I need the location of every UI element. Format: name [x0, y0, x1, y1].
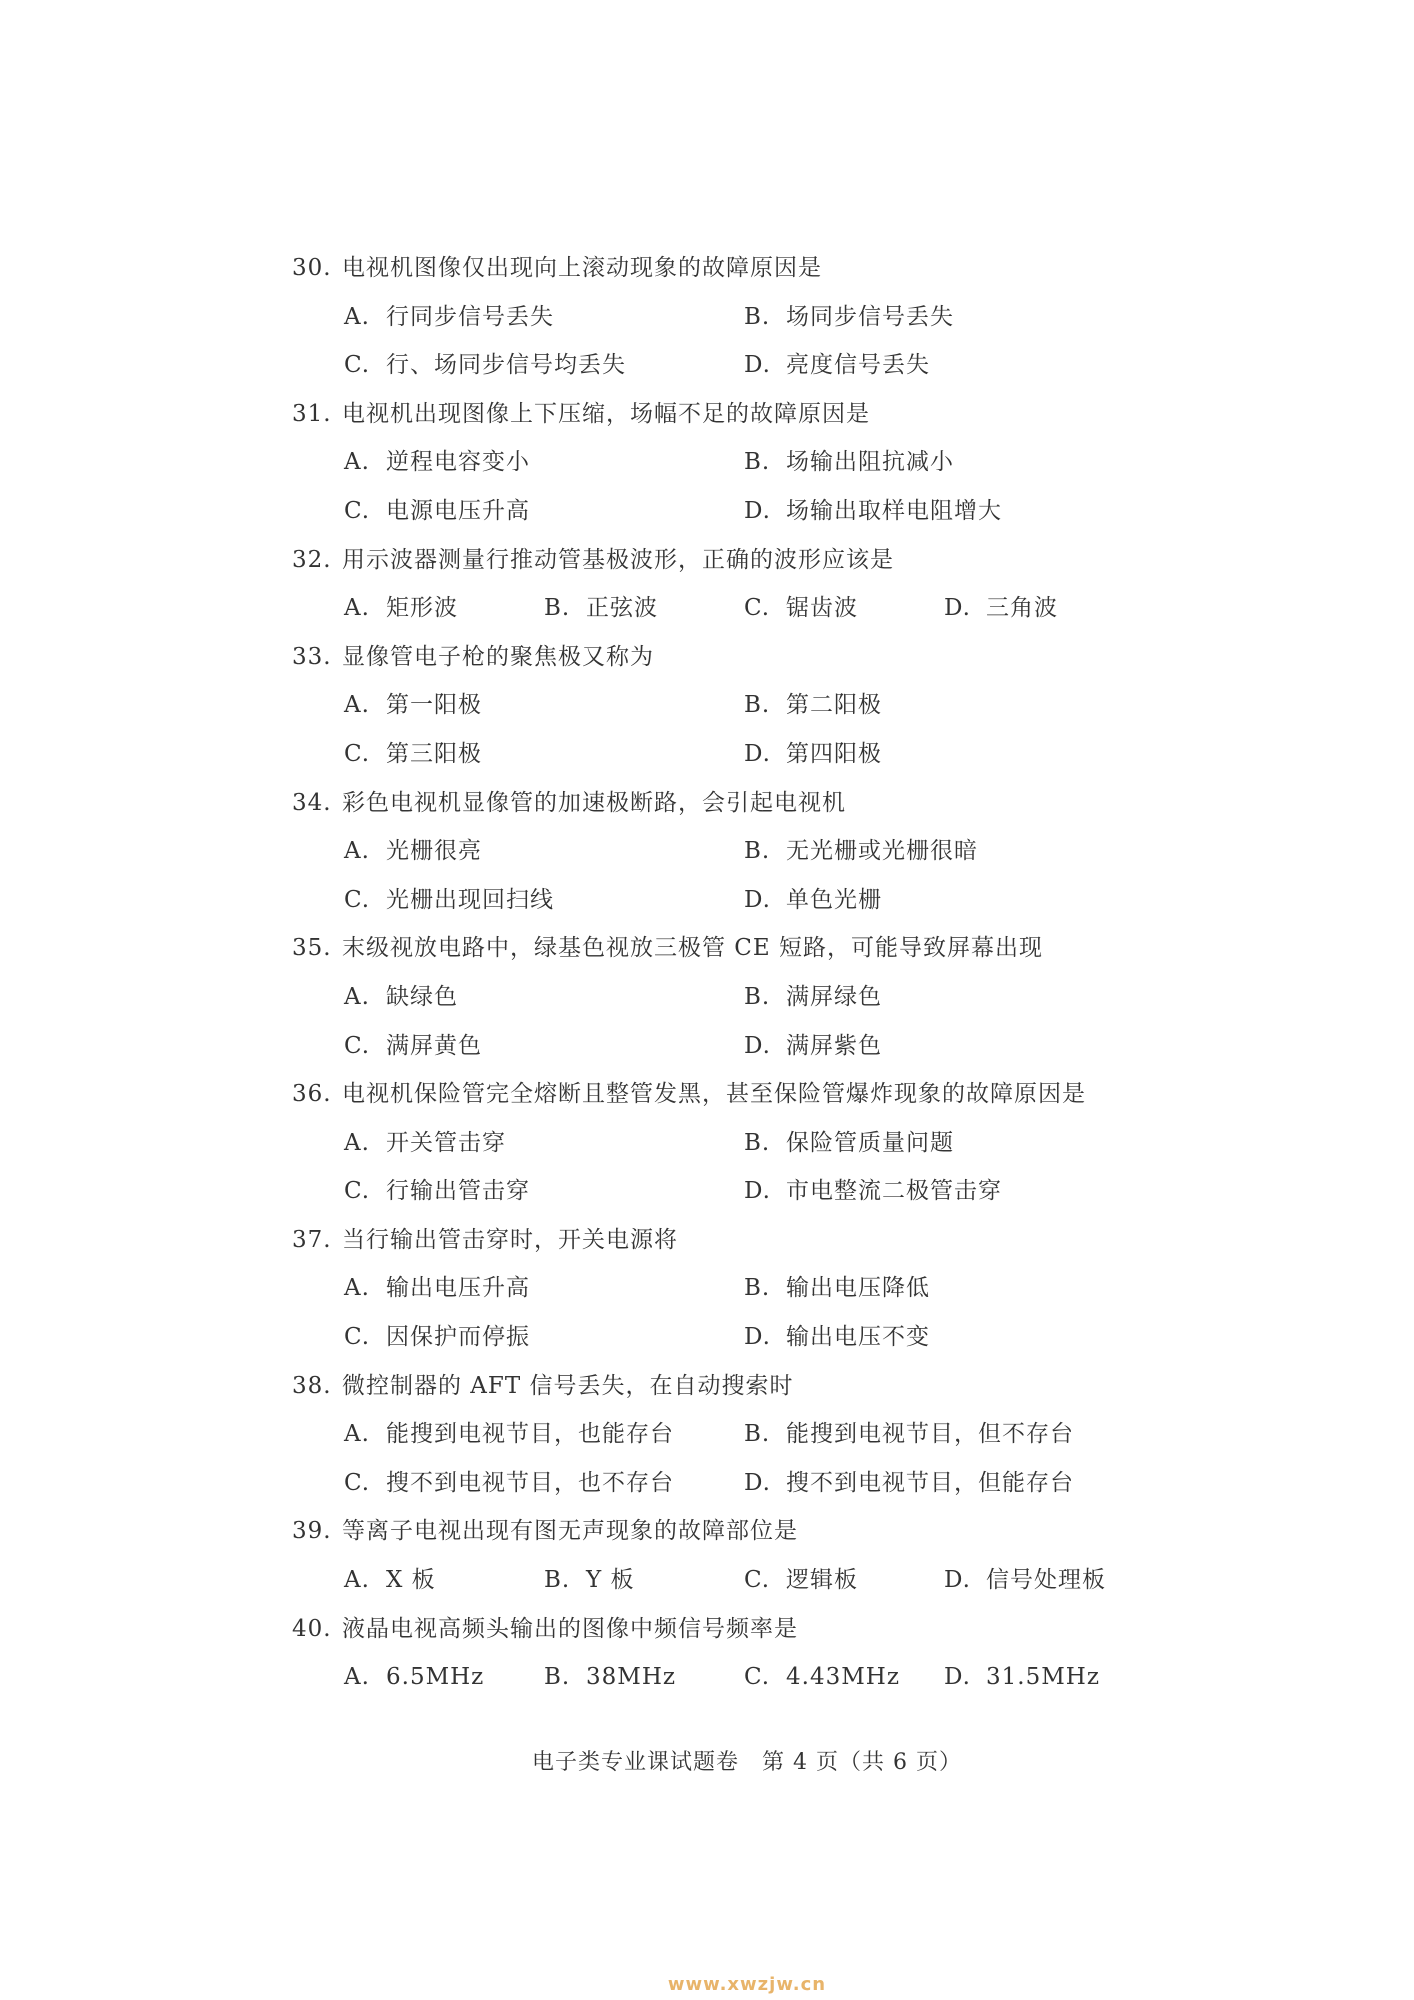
page-footer: 电子类专业课试题卷 第 4 页（共 6 页）: [532, 1750, 962, 1775]
option-a: [344, 1119, 506, 1168]
option-label: B.: [744, 449, 771, 476]
question-35: [292, 924, 1172, 1070]
question-text: 当行输出管击穿时，开关电源将: [342, 1226, 678, 1253]
option-text: Y 板: [586, 1567, 635, 1594]
option-text: 第三阳极: [386, 740, 482, 767]
options-row: [292, 584, 1172, 633]
option-text: 输出电压降低: [786, 1275, 930, 1302]
question-stem: [292, 1070, 1172, 1119]
question-text: 电视机保险管完全熔断且整管发黑，甚至保险管爆炸现象的故障原因是: [342, 1081, 1086, 1108]
option-text: 缺绿色: [386, 983, 458, 1010]
option-text: 搜不到电视节目，也不存台: [386, 1469, 674, 1496]
question-text: 显像管电子枪的聚焦极又称为: [342, 643, 654, 670]
option-b: [544, 1653, 676, 1702]
option-d: [744, 487, 1002, 536]
option-text: 无光栅或光栅很暗: [786, 838, 978, 865]
option-label: C.: [344, 886, 371, 913]
options-row: [292, 487, 1172, 536]
question-text: 末级视放电路中，绿基色视放三极管 CE 短路，可能导致屏幕出现: [342, 935, 1044, 962]
option-d: [744, 876, 882, 925]
option-b: [744, 1410, 1074, 1459]
question-36: [292, 1070, 1172, 1216]
option-text: 三角波: [986, 595, 1058, 622]
option-label: B.: [744, 303, 771, 330]
option-text: 保险管质量问题: [786, 1129, 954, 1156]
option-d: [944, 584, 1058, 633]
option-text: 满屏黄色: [386, 1032, 482, 1059]
option-label: C.: [344, 1469, 371, 1496]
question-number: 38.: [292, 1372, 332, 1399]
option-a: [344, 1653, 484, 1702]
option-label: A.: [344, 692, 370, 719]
option-text: 场输出阻抗减小: [786, 449, 954, 476]
question-text: 微控制器的 AFT 信号丢失，在自动搜索时: [342, 1372, 794, 1399]
option-label: A.: [344, 1664, 370, 1691]
options-row: [292, 1459, 1172, 1508]
question-number: 32.: [292, 546, 332, 573]
option-label: C.: [744, 595, 771, 622]
option-label: B.: [744, 1129, 771, 1156]
option-text: 能搜到电视节目，但不存台: [786, 1421, 1074, 1448]
option-label: C.: [344, 352, 371, 379]
option-a: [344, 1410, 674, 1459]
option-b: [744, 827, 978, 876]
option-label: D.: [744, 886, 771, 913]
option-text: 锯齿波: [786, 595, 858, 622]
option-d: [744, 1459, 1074, 1508]
option-c: [744, 1556, 858, 1605]
options-row: [292, 973, 1172, 1022]
option-b: [744, 293, 954, 342]
option-text: 6.5MHz: [386, 1664, 485, 1691]
options-row: [292, 876, 1172, 925]
option-text: 逆程电容变小: [386, 449, 530, 476]
question-number: 33.: [292, 643, 332, 670]
option-text: 正弦波: [586, 595, 658, 622]
question-40: [292, 1605, 1172, 1702]
option-text: 31.5MHz: [986, 1664, 1100, 1691]
option-text: 第二阳极: [786, 692, 882, 719]
option-c: [344, 1022, 482, 1071]
option-text: 行、场同步信号均丢失: [386, 352, 626, 379]
option-label: D.: [944, 595, 971, 622]
question-stem: [292, 924, 1172, 973]
option-d: [744, 1167, 1002, 1216]
site-watermark: www.xwzjw.cn: [667, 1974, 827, 1995]
question-31: [292, 390, 1172, 536]
option-label: D.: [744, 1178, 771, 1205]
option-d: [744, 341, 930, 390]
option-text: 亮度信号丢失: [786, 352, 930, 379]
question-stem: [292, 1507, 1172, 1556]
question-text: 电视机图像仅出现向上滚动现象的故障原因是: [342, 255, 822, 281]
option-text: 光栅很亮: [386, 838, 482, 865]
option-label: D.: [744, 1469, 771, 1496]
option-label: C.: [344, 1324, 371, 1351]
option-b: [744, 973, 882, 1022]
question-stem: [292, 1605, 1172, 1654]
option-label: D.: [744, 740, 771, 767]
question-stem: [292, 390, 1172, 439]
option-label: A.: [344, 1567, 370, 1594]
option-label: A.: [344, 1129, 370, 1156]
options-row: [292, 1313, 1172, 1362]
question-33: [292, 633, 1172, 779]
option-text: 满屏紫色: [786, 1032, 882, 1059]
option-text: 电源电压升高: [386, 497, 530, 524]
option-text: 能搜到电视节目，也能存台: [386, 1421, 674, 1448]
option-a: [344, 584, 458, 633]
question-list: [292, 244, 1172, 1702]
option-a: [344, 827, 482, 876]
option-d: [944, 1556, 1106, 1605]
option-text: 市电整流二极管击穿: [786, 1178, 1002, 1205]
option-text: 38MHz: [586, 1664, 676, 1691]
option-c: [344, 1167, 530, 1216]
option-label: C.: [744, 1664, 771, 1691]
option-b: [744, 1264, 930, 1313]
options-row: [292, 341, 1172, 390]
question-stem: [292, 1216, 1172, 1265]
option-b: [744, 438, 954, 487]
options-row: [292, 1022, 1172, 1071]
option-b: [544, 584, 658, 633]
question-number: 37.: [292, 1226, 332, 1253]
options-row: [292, 1119, 1172, 1168]
option-b: [744, 681, 882, 730]
option-label: A.: [344, 983, 370, 1010]
option-a: [344, 1264, 530, 1313]
option-c: [344, 487, 530, 536]
option-b: [544, 1556, 635, 1605]
option-text: 场输出取样电阻增大: [786, 497, 1002, 524]
option-text: 搜不到电视节目，但能存台: [786, 1469, 1074, 1496]
question-text: 电视机出现图像上下压缩，场幅不足的故障原因是: [342, 400, 870, 427]
option-label: B.: [744, 1275, 771, 1302]
option-text: 第一阳极: [386, 692, 482, 719]
option-label: B.: [744, 838, 771, 865]
option-label: B.: [544, 1567, 571, 1594]
options-row: [292, 827, 1172, 876]
option-d: [744, 730, 882, 779]
option-c: [344, 1313, 530, 1362]
option-label: C.: [344, 497, 371, 524]
option-c: [344, 730, 482, 779]
option-d: [744, 1313, 930, 1362]
option-label: A.: [344, 449, 370, 476]
option-text: 逻辑板: [786, 1567, 858, 1594]
option-label: C.: [344, 1178, 371, 1205]
question-stem: [292, 779, 1172, 828]
option-a: [344, 438, 530, 487]
option-text: 单色光栅: [786, 886, 882, 913]
option-label: D.: [744, 1032, 771, 1059]
question-text: 等离子电视出现有图无声现象的故障部位是: [342, 1518, 798, 1545]
option-text: X 板: [386, 1567, 436, 1594]
options-row: [292, 1653, 1172, 1702]
question-number: 35.: [292, 935, 332, 962]
option-label: B.: [744, 692, 771, 719]
option-text: 开关管击穿: [386, 1129, 506, 1156]
option-text: 信号处理板: [986, 1567, 1106, 1594]
option-label: A.: [344, 1421, 370, 1448]
option-a: [344, 681, 482, 730]
option-label: B.: [744, 983, 771, 1010]
option-c: [344, 341, 626, 390]
option-text: 行输出管击穿: [386, 1178, 530, 1205]
option-label: D.: [944, 1664, 971, 1691]
options-row: [292, 1167, 1172, 1216]
options-row: [292, 681, 1172, 730]
options-row: [292, 1264, 1172, 1313]
option-text: 第四阳极: [786, 740, 882, 767]
option-label: D.: [744, 497, 771, 524]
options-row: [292, 1410, 1172, 1459]
option-b: [744, 1119, 954, 1168]
option-text: 光栅出现回扫线: [386, 886, 554, 913]
question-text: 彩色电视机显像管的加速极断路，会引起电视机: [342, 789, 846, 816]
option-text: 行同步信号丢失: [386, 303, 554, 330]
option-label: A.: [344, 303, 370, 330]
question-stem: [292, 536, 1172, 585]
question-stem: [292, 1362, 1172, 1411]
question-number: 34.: [292, 789, 332, 816]
option-label: A.: [344, 1275, 370, 1302]
question-number: 36.: [292, 1081, 332, 1108]
option-text: 4.43MHz: [786, 1664, 900, 1691]
option-c: [744, 584, 858, 633]
question-number: 39.: [292, 1518, 332, 1545]
option-text: 因保护而停振: [386, 1324, 530, 1351]
option-label: D.: [744, 352, 771, 379]
question-stem: [292, 244, 1172, 293]
question-text: 用示波器测量行推动管基极波形，正确的波形应该是: [342, 546, 894, 573]
options-row: [292, 730, 1172, 779]
question-38: [292, 1362, 1172, 1508]
options-row: [292, 438, 1172, 487]
question-37: [292, 1216, 1172, 1362]
options-row: [292, 293, 1172, 342]
question-number: 30.: [292, 255, 332, 281]
option-a: [344, 973, 458, 1022]
option-d: [744, 1022, 882, 1071]
question-34: [292, 779, 1172, 925]
question-stem: [292, 633, 1172, 682]
option-text: 满屏绿色: [786, 983, 882, 1010]
option-a: [344, 1556, 436, 1605]
question-30: [292, 244, 1172, 390]
option-label: B.: [544, 595, 571, 622]
question-number: 40.: [292, 1615, 332, 1642]
option-c: [344, 876, 554, 925]
option-label: D.: [744, 1324, 771, 1351]
option-label: C.: [344, 1032, 371, 1059]
option-label: A.: [344, 838, 370, 865]
option-label: A.: [344, 595, 370, 622]
options-row: [292, 1556, 1172, 1605]
option-label: B.: [544, 1664, 571, 1691]
option-label: C.: [744, 1567, 771, 1594]
option-label: D.: [944, 1567, 971, 1594]
option-c: [744, 1653, 900, 1702]
option-label: B.: [744, 1421, 771, 1448]
question-number: 31.: [292, 400, 332, 427]
option-a: [344, 293, 554, 342]
option-text: 输出电压升高: [386, 1275, 530, 1302]
option-c: [344, 1459, 674, 1508]
option-text: 场同步信号丢失: [786, 303, 954, 330]
option-text: 矩形波: [386, 595, 458, 622]
option-text: 输出电压不变: [786, 1324, 930, 1351]
question-39: [292, 1507, 1172, 1604]
option-label: C.: [344, 740, 371, 767]
option-d: [944, 1653, 1100, 1702]
question-32: [292, 536, 1172, 633]
question-text: 液晶电视高频头输出的图像中频信号频率是: [342, 1615, 798, 1642]
